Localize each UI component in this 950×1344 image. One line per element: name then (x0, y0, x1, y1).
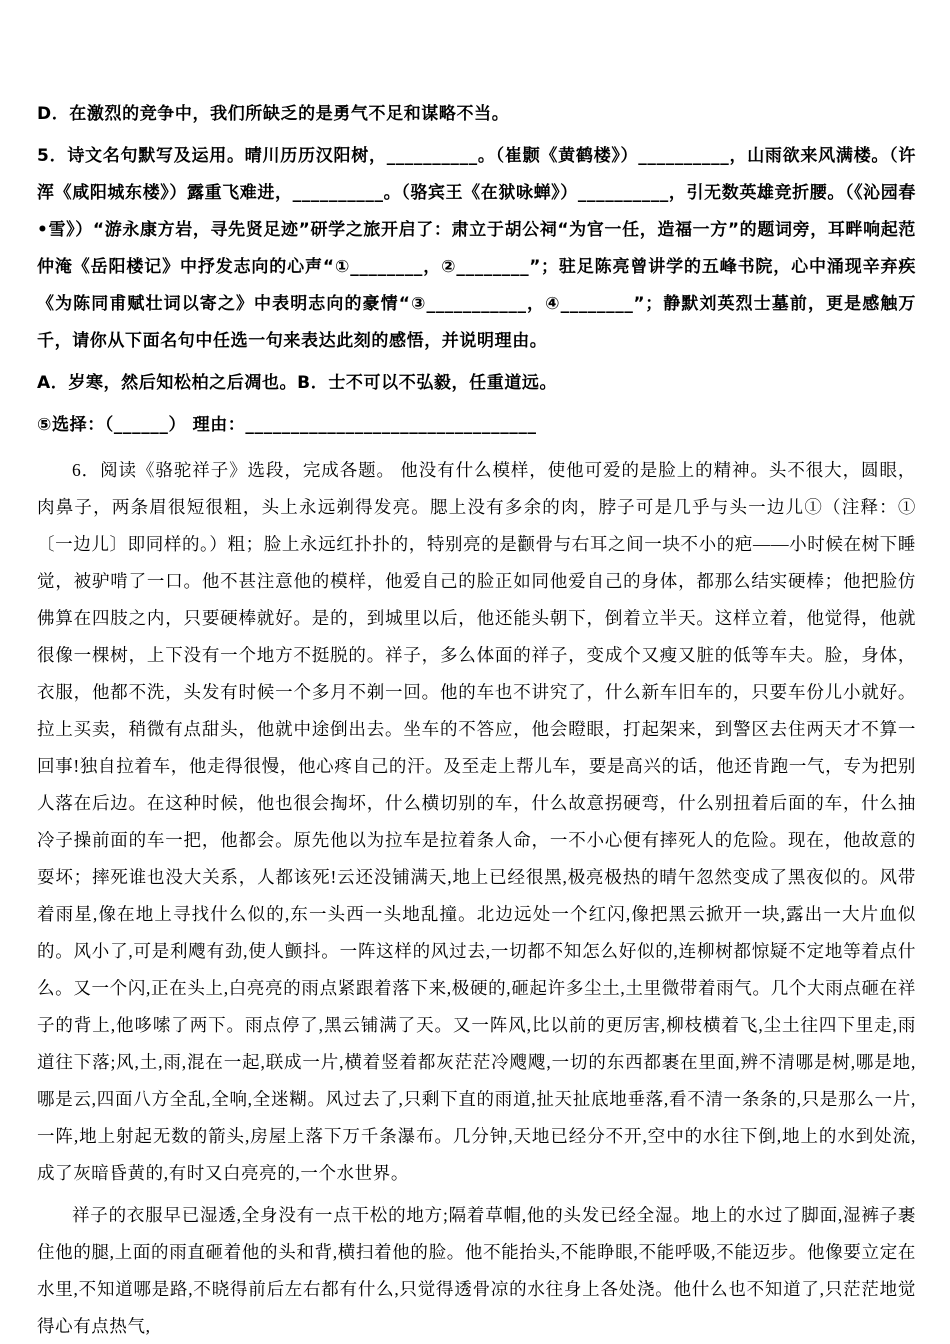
question5-options-ab: A．岁寒，然后知松柏之后凋也。B．士不可以不弘毅，任重道远。 (37, 373, 558, 393)
option-d-line: D．在激烈的竞争中，我们所缺乏的是勇气不足和谋略不当。 (37, 104, 510, 124)
question6-passage-paragraph-1: 6．阅读《骆驼祥子》选段，完成各题。 他没有什么模样，使他可爱的是脸上的精神。头不很大，圆眼，肉鼻子，两条眉很短很粗，头上永远剃得发亮。腮上没有多余的肉，脖子可是几乎与头一边儿①（注释：①〔一边儿〕即同样的。）粗；脸上永远红扑扑的，特别亮的是颧骨与右耳之间一块不小的疤——小时候在树下睡觉，被驴啃了一口。他不甚注意他的模样，他爱自己的脸正如同他爱自己的身体，都那么结实硬棒；他把脸仿佛算在四肢之内，只要硬棒就好。是的，到城里以后，他还能头朝下，倒着立半天。这样立着，他觉得，他就很像一棵树，上下没有一个地方不挺脱的。祥子，多么体面的祥子，变成个又瘦又脏的低等车夫。脸，身体，衣服，他都不洗，头发有时候一个多月不剃一回。他的车也不讲究了，什么新车旧车的，只要车份儿小就好。拉上买卖，稍微有点甜头，他就中途倒出去。坐车的不答应，他会瞪眼，打起架来，到警区去住两天才不算一回事!独自拉着车，他走得很慢，他心疼自己的汗。及至走上帮儿车，要是高兴的话，他还肯跑一气，专为把别人落在后边。在这种时候，他也很会掏坏，什么横切别的车，什么故意拐硬弯，什么别扭着后面的车，什么抽冷子操前面的车一把，他都会。原先他以为拉车是拉着条人命，一不小心便有摔死人的危险。现在，他故意的耍坏；摔死谁也没大关系，人都该死!云还没铺满天,地上已经很黑,极亮极热的晴午忽然变成了黑夜似的。风带着雨星,像在地上寻找什么似的,东一头西一头地乱撞。北边远处一个红闪,像把黑云掀开一块,露出一大片血似的。风小了,可是利飕有劲,使人颤抖。一阵这样的风过去,一切都不知怎么好似的,连柳树都惊疑不定地等着点什么。又一个闪,正在头上,白亮亮的雨点紧跟着落下来,极硬的,砸起许多尘土,土里微带着雨气。几个大雨点砸在祥子的背上,他哆嗦了两下。雨点停了,黑云铺满了天。又一阵风,比以前的更厉害,柳枝横着飞,尘土往四下里走,雨道往下落;风,土,雨,混在一起,联成一片,横着竖着都灰茫茫冷飕飕,一切的东西都裹在里面,辨不清哪是树,哪是地,哪是云,四面八方全乱,全响,全迷糊。风过去了,只剩下直的雨道,扯天扯底地垂落,看不清一条条的,只是那么一片,一阵,地上射起无数的箭头,房屋上落下万千条瀑布。几分钟,天地已经分不开,空中的水往下倒,地上的水到处流,成了灰暗昏黄的,有时又白亮亮的,一个水世界。 (37, 460, 916, 1183)
question5-choice-blank-line: ⑤选择：（______） 理由：________________________________ (37, 415, 537, 435)
question6-passage-paragraph-2: 祥子的衣服早已湿透,全身没有一点干松的地方;隔着草帽,他的头发已经全湿。地上的水过了脚面,湿裤子裹住他的腿,上面的雨直砸着他的头和背,横扫着他的脸。他不能抬头,不能睁眼,不能呼吸,不能迈步。他像要立定在水里,不知道哪是路,不晓得前后左右都有什么,只觉得透骨凉的水往身上各处浇。他什么也不知道了,只茫茫地觉得心有点热气, (37, 1205, 916, 1336)
question5-text: 5．诗文名句默写及运用。晴川历历汉阳树，__________。（崔颢《黄鹤楼》）__________，山雨欲来风满楼。（许浑《咸阳城东楼》）露重飞难进，__________。（骆宾王《在狱咏蝉》）__________，引无数英雄竞折腰。（《沁园春•雪》）“游永康方岩，寻先贤足迹”研学之旅开启了：肃立于胡公祠“为官一任，造福一方”的题词旁，耳畔响起范仲淹《岳阳楼记》中抒发志向的心声“①________，②________”；驻足陈亮曾讲学的五峰书院，心中涌现辛弃疾《为陈同甫赋壮词以寄之》中表明志向的豪情“③___________，④________”；静默刘英烈士墓前，更是感触万千，请你从下面名句中任选一句来表达此刻的感悟，并说明理由。 (37, 146, 916, 351)
